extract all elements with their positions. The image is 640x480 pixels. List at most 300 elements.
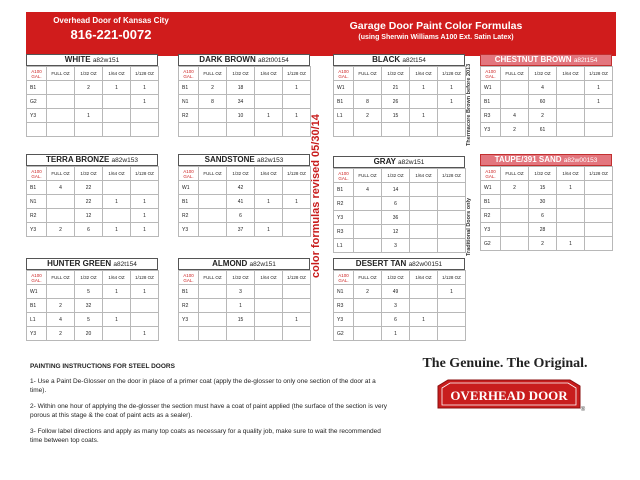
amount-cell: 18 [227,81,255,95]
column-header: FULL OZ [47,271,75,285]
column-header: A100 GAL. [179,67,199,81]
color-name: ALMOND [212,259,248,268]
amount-cell: 2 [501,123,529,137]
table-row [27,95,159,109]
amount-cell: 36 [382,211,410,225]
page-title: Garage Door Paint Color Formulas [349,20,523,32]
amount-cell [199,313,227,327]
formula-card-white [26,54,158,137]
color-name: TERRA BRONZE [46,155,110,164]
amount-cell [131,181,159,195]
table-row [179,195,311,209]
column-header: 1/64 OZ [255,271,283,285]
amount-cell: 2 [199,81,227,95]
table-row [179,299,311,313]
amount-cell: 15 [382,109,410,123]
amount-cell [199,327,227,341]
table-row [179,285,311,299]
amount-cell: 6 [382,313,410,327]
table-row [179,327,311,341]
amount-cell: 1 [131,209,159,223]
amount-cell [585,237,613,251]
colorant-cell: B1 [334,95,354,109]
amount-cell [585,123,613,137]
amount-cell [354,197,382,211]
amount-cell [354,313,382,327]
colorant-cell: W1 [27,285,47,299]
amount-cell: 1 [255,195,283,209]
table-row [179,313,311,327]
amount-cell [410,211,438,225]
column-header: 1/64 OZ [103,67,131,81]
column-header: A100 GAL. [334,169,354,183]
table-row [27,209,159,223]
table-row [27,313,159,327]
color-header [26,258,158,270]
amount-cell [131,313,159,327]
amount-cell [585,181,613,195]
amount-cell [255,327,283,341]
thermacore-note: Thermacore Brown before 2013 [466,63,472,146]
amount-cell [557,123,585,137]
amount-cell [438,211,466,225]
amount-cell [585,195,613,209]
table-row [334,211,466,225]
colorant-cell: B1 [481,95,501,109]
amount-cell [255,181,283,195]
column-header: 1/128 OZ [585,167,613,181]
color-code: a82t00154 [257,57,289,64]
amount-cell [75,123,103,137]
amount-cell [227,327,255,341]
colorant-cell: R2 [179,299,199,313]
color-name: DARK BROWN [199,55,256,64]
color-header [333,258,465,270]
amount-cell [438,239,466,253]
table-header-row [334,67,466,81]
amount-cell [501,95,529,109]
colorant-cell: Y3 [179,313,199,327]
column-header: 1/128 OZ [131,67,159,81]
column-header: 1/32 OZ [227,67,255,81]
colorant-cell [27,123,47,137]
formula-table [178,66,311,137]
colorant-cell: Y3 [334,313,354,327]
amount-cell: 1 [410,81,438,95]
amount-cell: 1 [255,109,283,123]
table-header-row [179,167,311,181]
amount-cell [557,223,585,237]
table-header-row [27,67,159,81]
table-row [179,223,311,237]
colorant-cell: W1 [334,81,354,95]
amount-cell: 22 [75,195,103,209]
amount-cell [47,123,75,137]
amount-cell [103,181,131,195]
amount-cell [410,95,438,109]
formula-card-almond [178,258,310,341]
column-header: FULL OZ [501,67,529,81]
table-row [27,181,159,195]
amount-cell [354,239,382,253]
table-header-row [481,67,613,81]
amount-cell: 6 [75,223,103,237]
colorant-cell: R3 [334,225,354,239]
amount-cell [501,81,529,95]
amount-cell [283,327,311,341]
amount-cell: 10 [227,109,255,123]
color-name: CHESTNUT BROWN [494,55,572,64]
amount-cell [410,225,438,239]
amount-cell: 60 [529,95,557,109]
colorant-cell: R2 [179,109,199,123]
colorant-cell: W1 [179,181,199,195]
color-name: BLACK [372,55,401,64]
amount-cell [283,209,311,223]
colorant-cell [179,327,199,341]
phone-number: 816-221-0072 [70,27,152,42]
amount-cell [47,195,75,209]
amount-cell: 1 [382,327,410,341]
color-name: GRAY [373,157,396,166]
amount-cell [283,299,311,313]
amount-cell [199,285,227,299]
amount-cell [501,223,529,237]
amount-cell [557,95,585,109]
amount-cell: 6 [227,209,255,223]
amount-cell [501,209,529,223]
amount-cell: 26 [382,95,410,109]
table-row [27,109,159,123]
color-header [178,54,310,66]
colorant-cell: B1 [27,299,47,313]
amount-cell [103,299,131,313]
column-header: 1/64 OZ [410,169,438,183]
amount-cell [410,327,438,341]
formula-card-sandstone [178,154,310,237]
column-header: 1/128 OZ [131,271,159,285]
column-header: 1/128 OZ [438,67,466,81]
amount-cell [283,285,311,299]
table-row [179,181,311,195]
amount-cell [283,181,311,195]
amount-cell [354,299,382,313]
column-header: 1/64 OZ [410,271,438,285]
amount-cell [255,299,283,313]
color-header [26,54,158,66]
amount-cell: 32 [75,299,103,313]
amount-cell [438,123,466,137]
column-header: 1/128 OZ [131,167,159,181]
amount-cell: 2 [354,285,382,299]
table-row [481,209,613,223]
color-name: HUNTER GREEN [47,259,112,268]
amount-cell: 6 [529,209,557,223]
amount-cell [103,109,131,123]
table-row [27,285,159,299]
amount-cell [557,209,585,223]
table-row [179,81,311,95]
amount-cell: 1 [103,285,131,299]
amount-cell [283,123,311,137]
color-name: DESERT TAN [355,259,407,268]
amount-cell: 41 [227,195,255,209]
amount-cell: 2 [75,81,103,95]
amount-cell [199,223,227,237]
color-header [333,54,465,66]
amount-cell: 1 [131,81,159,95]
column-header: 1/128 OZ [438,271,466,285]
amount-cell: 2 [501,181,529,195]
table-header-row [334,271,466,285]
column-header: 1/128 OZ [283,271,311,285]
formula-card-terra-bronze [26,154,158,237]
amount-cell [283,223,311,237]
colorant-cell: R2 [179,209,199,223]
amount-cell: 14 [382,183,410,197]
colorant-cell: B1 [481,195,501,209]
table-row [179,95,311,109]
table-row [334,109,466,123]
column-header: 1/32 OZ [227,167,255,181]
amount-cell [557,195,585,209]
amount-cell [354,327,382,341]
table-header-row [481,167,613,181]
amount-cell: 4 [501,109,529,123]
amount-cell: 15 [227,313,255,327]
colorant-cell [334,123,354,137]
column-header: 1/128 OZ [283,167,311,181]
column-header: 1/64 OZ [255,167,283,181]
color-header [333,156,465,168]
amount-cell [354,225,382,239]
amount-cell [585,223,613,237]
amount-cell: 1 [255,223,283,237]
amount-cell [255,285,283,299]
table-row [27,195,159,209]
amount-cell: 1 [131,195,159,209]
amount-cell [410,299,438,313]
formula-card-black [333,54,465,137]
amount-cell: 1 [131,223,159,237]
amount-cell [131,299,159,313]
table-header-row [27,167,159,181]
amount-cell: 1 [131,285,159,299]
formula-table [178,166,311,237]
formula-table [26,270,159,341]
color-header [480,154,612,166]
column-header: 1/32 OZ [382,67,410,81]
colorant-cell: Y3 [179,223,199,237]
amount-cell [131,123,159,137]
colorant-cell: Y3 [27,109,47,123]
brand-tagline: The Genuine. The Original. [422,356,588,371]
overhead-door-logo [432,378,586,412]
amount-cell [410,183,438,197]
amount-cell [438,109,466,123]
amount-cell: 1 [585,81,613,95]
instruction-step: 3- Follow label directions and apply as many top coats as necessary for a quality job, make sure to wait the recommended time between top coats. [30,428,381,444]
colorant-cell: R3 [334,299,354,313]
amount-cell: 2 [47,299,75,313]
table-row [334,123,466,137]
amount-cell: 1 [410,313,438,327]
table-row [334,299,466,313]
column-header: 1/64 OZ [410,67,438,81]
formula-table [26,66,159,137]
amount-cell: 15 [529,181,557,195]
amount-cell: 1 [438,95,466,109]
colorant-cell: W1 [481,81,501,95]
amount-cell: 1 [283,109,311,123]
colorant-cell: G2 [481,237,501,251]
column-header: A100 GAL. [179,167,199,181]
column-header: 1/64 OZ [103,271,131,285]
table-row [27,223,159,237]
company-name: Overhead Door of Kansas City [53,16,169,25]
colorant-cell: R2 [481,209,501,223]
amount-cell: 4 [529,81,557,95]
amount-cell: 1 [283,195,311,209]
amount-cell: 2 [529,109,557,123]
amount-cell [557,109,585,123]
color-header [178,154,310,166]
amount-cell: 12 [382,225,410,239]
color-header [26,154,158,166]
color-code: a82t154 [113,261,137,268]
column-header: A100 GAL. [179,271,199,285]
color-code: a82w151 [92,57,120,64]
amount-cell: 1 [585,95,613,109]
amount-cell: 1 [103,195,131,209]
amount-cell [501,237,529,251]
amount-cell: 28 [529,223,557,237]
instruction-step: 1- Use a Paint De-Glosser on the door in place of a primer coat (apply the de-glosser to only one section of the door at a time). [30,378,376,394]
amount-cell [47,109,75,123]
table-row [334,197,466,211]
amount-cell [501,195,529,209]
table-header-row [27,271,159,285]
column-header: 1/64 OZ [103,167,131,181]
column-header: FULL OZ [47,67,75,81]
revision-note: color formulas revised 05/30/14 [310,114,322,278]
table-row [481,81,613,95]
formula-table [333,168,466,253]
amount-cell: 61 [529,123,557,137]
amount-cell [283,95,311,109]
color-name: WHITE [64,55,91,64]
amount-cell [199,299,227,313]
amount-cell [438,225,466,239]
header-banner [26,12,616,56]
amount-cell: 30 [529,195,557,209]
table-row [481,95,613,109]
table-row [334,239,466,253]
painting-instructions [30,362,390,452]
colorant-cell: N1 [27,195,47,209]
column-header: 1/128 OZ [438,169,466,183]
amount-cell: 1 [438,285,466,299]
amount-cell: 2 [47,327,75,341]
table-row [334,183,466,197]
amount-cell: 1 [131,95,159,109]
colorant-cell: W1 [481,181,501,195]
column-header: A100 GAL. [27,67,47,81]
amount-cell [438,313,466,327]
table-row [334,313,466,327]
amount-cell: 5 [75,313,103,327]
formula-table [480,166,613,251]
table-header-row [179,271,311,285]
amount-cell [255,95,283,109]
formula-card-taupe-391-sand [480,154,612,251]
amount-cell [438,197,466,211]
amount-cell [354,81,382,95]
table-row [481,123,613,137]
amount-cell: 1 [103,81,131,95]
column-header: A100 GAL. [334,67,354,81]
formula-table [480,66,613,137]
column-header: 1/32 OZ [227,271,255,285]
column-header: FULL OZ [199,167,227,181]
color-code: a82w00151 [408,261,443,268]
amount-cell: 1 [103,223,131,237]
column-header: 1/32 OZ [529,67,557,81]
table-row [481,181,613,195]
colorant-cell: N1 [179,95,199,109]
colorant-cell: Y3 [27,327,47,341]
amount-cell [75,95,103,109]
amount-cell: 4 [47,181,75,195]
colorant-cell: L1 [27,313,47,327]
colorant-cell: Y3 [27,223,47,237]
amount-cell [255,123,283,137]
amount-cell [585,209,613,223]
amount-cell [103,123,131,137]
amount-cell: 3 [227,285,255,299]
formula-card-hunter-green [26,258,158,341]
amount-cell: 1 [283,313,311,327]
amount-cell [354,211,382,225]
amount-cell [438,183,466,197]
formula-table [333,270,466,341]
formula-card-dark-brown [178,54,310,137]
logo-text: OVERHEAD DOOR [450,388,568,403]
column-header: 1/32 OZ [75,67,103,81]
amount-cell: 5 [75,285,103,299]
instruction-step: 2- Within one hour of applying the de-glosser the section must have a coat of paint applied (the surface of the section is very porous at this stage & the coat of paint acts as a sealer). [30,403,387,419]
amount-cell [199,195,227,209]
amount-cell [557,81,585,95]
column-header: A100 GAL. [334,271,354,285]
color-code: a82t154 [573,57,598,64]
amount-cell [103,95,131,109]
amount-cell: 49 [382,285,410,299]
table-row [334,81,466,95]
amount-cell [410,239,438,253]
color-code: a82t154 [402,57,426,64]
column-header: A100 GAL. [481,167,501,181]
column-header: FULL OZ [354,271,382,285]
colorant-cell: B1 [179,195,199,209]
amount-cell: 3 [382,239,410,253]
amount-cell: 12 [75,209,103,223]
table-row [481,223,613,237]
amount-cell: 8 [354,95,382,109]
table-row [334,285,466,299]
amount-cell [47,81,75,95]
amount-cell: 22 [75,181,103,195]
